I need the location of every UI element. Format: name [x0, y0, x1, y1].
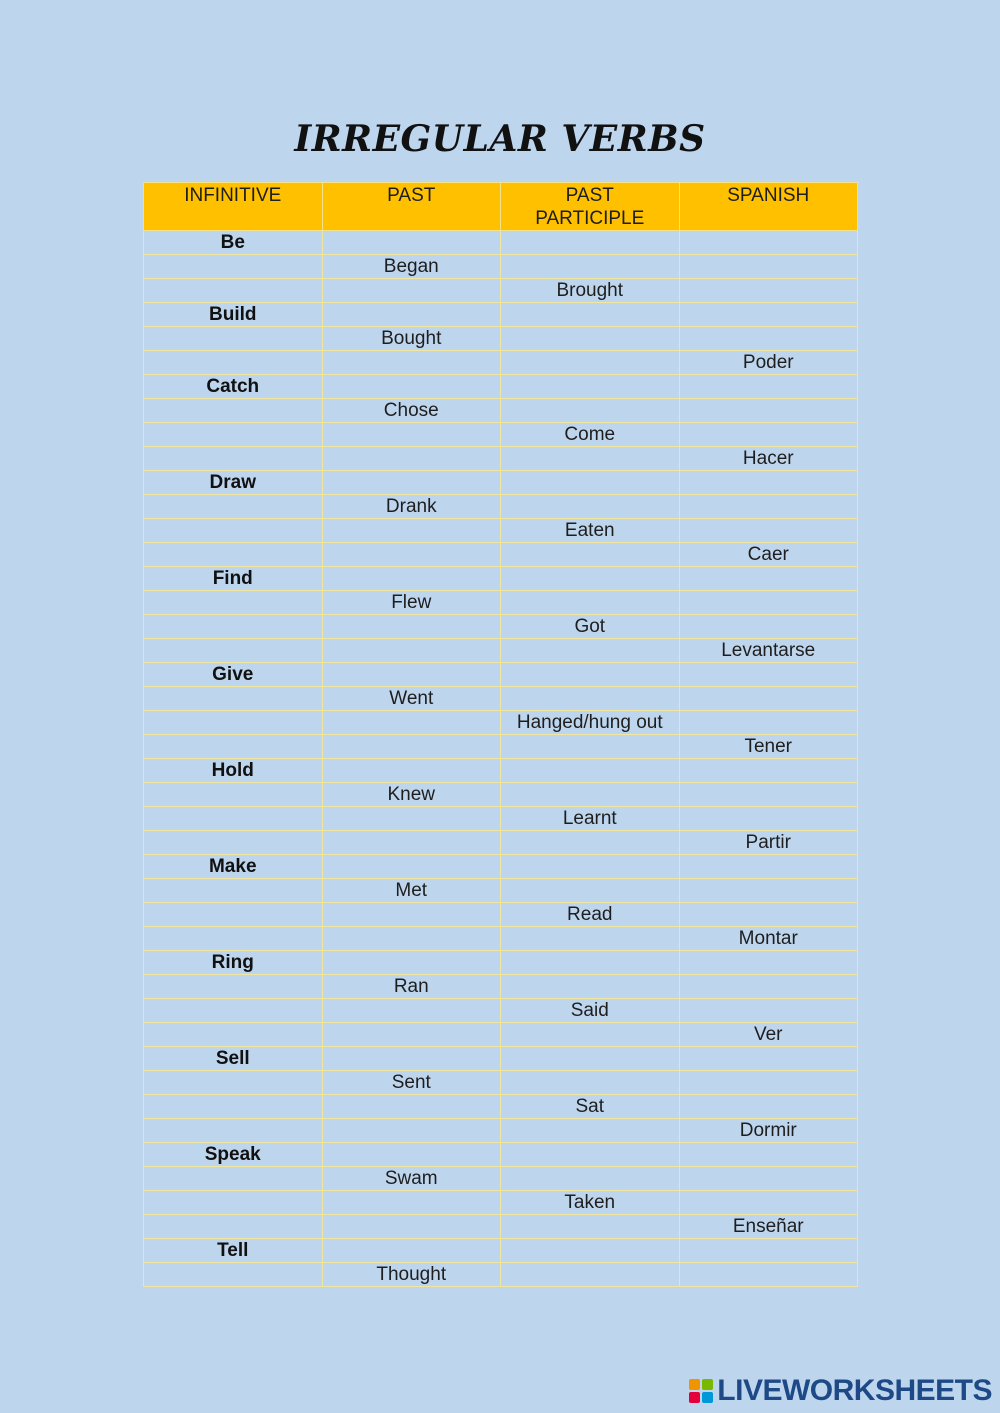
table-row: [144, 711, 858, 735]
header-spanish: SPANISH: [679, 183, 858, 231]
cell-past: [322, 231, 501, 255]
table-row: [144, 879, 858, 903]
cell-infinitive: [144, 1095, 323, 1119]
liveworksheets-logo-icon: [689, 1379, 713, 1403]
cell-infinitive: [144, 615, 323, 639]
cell-past: [322, 639, 501, 663]
cell-infinitive: Sell: [144, 1047, 323, 1071]
cell-past: Chose: [322, 399, 501, 423]
cell-past-participle: [501, 351, 680, 375]
cell-spanish: [679, 999, 858, 1023]
cell-past: [322, 543, 501, 567]
table-row: [144, 447, 858, 471]
cell-past-participle: Brought: [501, 279, 680, 303]
table-row: [144, 615, 858, 639]
cell-infinitive: [144, 1263, 323, 1287]
cell-spanish: [679, 1047, 858, 1071]
cell-past: [322, 615, 501, 639]
table-row: [144, 807, 858, 831]
cell-past-participle: [501, 927, 680, 951]
table-row: [144, 1023, 858, 1047]
logo-square: [689, 1392, 700, 1403]
cell-past: [322, 375, 501, 399]
cell-infinitive: Ring: [144, 951, 323, 975]
cell-infinitive: [144, 399, 323, 423]
cell-past: Bought: [322, 327, 501, 351]
cell-past-participle: [501, 1071, 680, 1095]
cell-past-participle: Taken: [501, 1191, 680, 1215]
cell-past: [322, 423, 501, 447]
cell-spanish: [679, 711, 858, 735]
cell-past: Thought: [322, 1263, 501, 1287]
cell-infinitive: [144, 1119, 323, 1143]
cell-past: [322, 999, 501, 1023]
table-row: [144, 591, 858, 615]
cell-infinitive: [144, 807, 323, 831]
cell-infinitive: [144, 1215, 323, 1239]
cell-past: [322, 279, 501, 303]
cell-infinitive: [144, 783, 323, 807]
table-row: [144, 1047, 858, 1071]
table-row: [144, 375, 858, 399]
cell-past-participle: Come: [501, 423, 680, 447]
cell-spanish: [679, 879, 858, 903]
cell-infinitive: [144, 639, 323, 663]
cell-past: [322, 1191, 501, 1215]
cell-past-participle: [501, 1167, 680, 1191]
verbs-table: [143, 182, 858, 1287]
table-row: [144, 1263, 858, 1287]
cell-past-participle: [501, 591, 680, 615]
cell-infinitive: Make: [144, 855, 323, 879]
cell-past-participle: [501, 1119, 680, 1143]
cell-past-participle: [501, 471, 680, 495]
table-row: [144, 231, 858, 255]
table-row: [144, 327, 858, 351]
cell-past-participle: [501, 1023, 680, 1047]
cell-infinitive: [144, 1023, 323, 1047]
cell-spanish: Ver: [679, 1023, 858, 1047]
cell-infinitive: [144, 999, 323, 1023]
table-row: [144, 543, 858, 567]
cell-spanish: Enseñar: [679, 1215, 858, 1239]
cell-infinitive: [144, 591, 323, 615]
cell-past: [322, 447, 501, 471]
cell-infinitive: [144, 927, 323, 951]
cell-past-participle: [501, 663, 680, 687]
cell-spanish: [679, 303, 858, 327]
cell-spanish: [679, 471, 858, 495]
table-row: [144, 423, 858, 447]
table-row: [144, 1191, 858, 1215]
table-row: [144, 1119, 858, 1143]
cell-infinitive: [144, 279, 323, 303]
cell-past: [322, 1047, 501, 1071]
cell-past-participle: [501, 759, 680, 783]
logo-square: [689, 1379, 700, 1390]
cell-spanish: [679, 903, 858, 927]
table-row: [144, 279, 858, 303]
cell-infinitive: [144, 351, 323, 375]
cell-past-participle: Sat: [501, 1095, 680, 1119]
cell-infinitive: [144, 903, 323, 927]
cell-spanish: [679, 423, 858, 447]
cell-infinitive: [144, 495, 323, 519]
verbs-table-body: [144, 231, 858, 1287]
table-row: [144, 999, 858, 1023]
table-row: [144, 759, 858, 783]
cell-past-participle: [501, 855, 680, 879]
cell-past-participle: Got: [501, 615, 680, 639]
cell-spanish: [679, 1263, 858, 1287]
cell-past: [322, 1215, 501, 1239]
cell-past-participle: [501, 1239, 680, 1263]
cell-past: [322, 303, 501, 327]
table-row: [144, 303, 858, 327]
cell-past: [322, 927, 501, 951]
cell-spanish: Caer: [679, 543, 858, 567]
cell-spanish: [679, 567, 858, 591]
cell-infinitive: [144, 519, 323, 543]
table-row: [144, 1095, 858, 1119]
cell-spanish: [679, 375, 858, 399]
cell-infinitive: [144, 423, 323, 447]
liveworksheets-logo: [689, 1373, 992, 1409]
cell-past-participle: Read: [501, 903, 680, 927]
cell-past-participle: [501, 375, 680, 399]
cell-past: [322, 663, 501, 687]
cell-past-participle: [501, 327, 680, 351]
cell-past-participle: [501, 567, 680, 591]
cell-past: [322, 1119, 501, 1143]
cell-spanish: [679, 1191, 858, 1215]
table-header-row: [144, 183, 858, 231]
cell-past-participle: [501, 1143, 680, 1167]
cell-infinitive: [144, 711, 323, 735]
cell-spanish: [679, 783, 858, 807]
cell-spanish: [679, 1143, 858, 1167]
cell-past-participle: Said: [501, 999, 680, 1023]
cell-past-participle: [501, 399, 680, 423]
cell-infinitive: Build: [144, 303, 323, 327]
cell-spanish: Hacer: [679, 447, 858, 471]
cell-spanish: [679, 663, 858, 687]
cell-spanish: [679, 1095, 858, 1119]
cell-spanish: Dormir: [679, 1119, 858, 1143]
cell-spanish: [679, 855, 858, 879]
cell-past-participle: Hanged/hung out: [501, 711, 680, 735]
cell-past: Ran: [322, 975, 501, 999]
cell-spanish: [679, 519, 858, 543]
table-row: [144, 399, 858, 423]
worksheet-title: IRREGULAR VERBS: [294, 118, 706, 160]
cell-past: Met: [322, 879, 501, 903]
table-row: [144, 1167, 858, 1191]
cell-spanish: [679, 399, 858, 423]
cell-infinitive: [144, 879, 323, 903]
cell-past-participle: [501, 303, 680, 327]
cell-past: [322, 759, 501, 783]
cell-infinitive: [144, 831, 323, 855]
cell-infinitive: Hold: [144, 759, 323, 783]
cell-past: [322, 1023, 501, 1047]
table-row: [144, 351, 858, 375]
table-row: [144, 1215, 858, 1239]
cell-infinitive: Be: [144, 231, 323, 255]
table-row: [144, 1143, 858, 1167]
cell-infinitive: [144, 1071, 323, 1095]
cell-spanish: [679, 255, 858, 279]
cell-spanish: [679, 231, 858, 255]
table-row: [144, 735, 858, 759]
cell-infinitive: Speak: [144, 1143, 323, 1167]
cell-past: [322, 471, 501, 495]
logo-square: [702, 1379, 713, 1390]
cell-past: [322, 855, 501, 879]
cell-spanish: [679, 1167, 858, 1191]
cell-spanish: [679, 759, 858, 783]
cell-past: [322, 903, 501, 927]
cell-spanish: [679, 687, 858, 711]
table-row: [144, 855, 858, 879]
cell-spanish: [679, 495, 858, 519]
cell-past-participle: [501, 879, 680, 903]
cell-past: [322, 735, 501, 759]
cell-past: Sent: [322, 1071, 501, 1095]
cell-spanish: [679, 975, 858, 999]
cell-past-participle: [501, 783, 680, 807]
cell-past-participle: [501, 255, 680, 279]
logo-square: [702, 1392, 713, 1403]
cell-infinitive: [144, 975, 323, 999]
table-row: [144, 1071, 858, 1095]
cell-infinitive: Draw: [144, 471, 323, 495]
cell-past: Began: [322, 255, 501, 279]
cell-spanish: Levantarse: [679, 639, 858, 663]
cell-past-participle: [501, 231, 680, 255]
table-row: [144, 255, 858, 279]
table-row: [144, 951, 858, 975]
cell-infinitive: [144, 1167, 323, 1191]
header-infinitive: INFINITIVE: [144, 183, 323, 231]
cell-past-participle: [501, 831, 680, 855]
cell-past: Flew: [322, 591, 501, 615]
cell-past: Drank: [322, 495, 501, 519]
cell-past: [322, 1143, 501, 1167]
table-row: [144, 663, 858, 687]
header-past-participle: PAST PARTICIPLE: [501, 183, 680, 231]
cell-infinitive: [144, 327, 323, 351]
cell-spanish: [679, 279, 858, 303]
table-row: [144, 687, 858, 711]
cell-infinitive: [144, 255, 323, 279]
cell-infinitive: Find: [144, 567, 323, 591]
cell-past: [322, 807, 501, 831]
cell-past: [322, 711, 501, 735]
cell-past-participle: Learnt: [501, 807, 680, 831]
cell-past-participle: [501, 639, 680, 663]
cell-spanish: [679, 615, 858, 639]
cell-infinitive: [144, 447, 323, 471]
cell-past: [322, 951, 501, 975]
cell-spanish: Poder: [679, 351, 858, 375]
cell-past-participle: [501, 495, 680, 519]
cell-past-participle: Eaten: [501, 519, 680, 543]
cell-spanish: [679, 807, 858, 831]
header-past: PAST: [322, 183, 501, 231]
cell-past-participle: [501, 975, 680, 999]
table-row: [144, 975, 858, 999]
table-row: [144, 927, 858, 951]
cell-infinitive: [144, 687, 323, 711]
cell-infinitive: [144, 543, 323, 567]
cell-past-participle: [501, 1047, 680, 1071]
cell-infinitive: Give: [144, 663, 323, 687]
cell-spanish: [679, 327, 858, 351]
cell-past: [322, 519, 501, 543]
table-row: [144, 1239, 858, 1263]
logo-text: LIVEWORKSHEETS: [717, 1374, 992, 1407]
cell-past: [322, 1239, 501, 1263]
cell-spanish: [679, 951, 858, 975]
cell-past: [322, 1095, 501, 1119]
cell-past: Swam: [322, 1167, 501, 1191]
cell-spanish: [679, 1071, 858, 1095]
cell-past-participle: [501, 735, 680, 759]
table-row: [144, 831, 858, 855]
cell-spanish: Tener: [679, 735, 858, 759]
table-row: [144, 495, 858, 519]
cell-infinitive: Catch: [144, 375, 323, 399]
table-row: [144, 519, 858, 543]
cell-past-participle: [501, 687, 680, 711]
cell-past-participle: [501, 1215, 680, 1239]
cell-past-participle: [501, 951, 680, 975]
cell-past: [322, 351, 501, 375]
table-row: [144, 783, 858, 807]
cell-spanish: [679, 591, 858, 615]
table-row: [144, 639, 858, 663]
cell-infinitive: [144, 1191, 323, 1215]
table-row: [144, 471, 858, 495]
cell-infinitive: [144, 735, 323, 759]
table-row: [144, 567, 858, 591]
cell-past-participle: [501, 1263, 680, 1287]
cell-past: [322, 831, 501, 855]
cell-infinitive: Tell: [144, 1239, 323, 1263]
cell-past: [322, 567, 501, 591]
table-row: [144, 903, 858, 927]
cell-past: Knew: [322, 783, 501, 807]
cell-past: Went: [322, 687, 501, 711]
cell-spanish: [679, 1239, 858, 1263]
cell-past-participle: [501, 543, 680, 567]
cell-past-participle: [501, 447, 680, 471]
cell-spanish: Partir: [679, 831, 858, 855]
cell-spanish: Montar: [679, 927, 858, 951]
